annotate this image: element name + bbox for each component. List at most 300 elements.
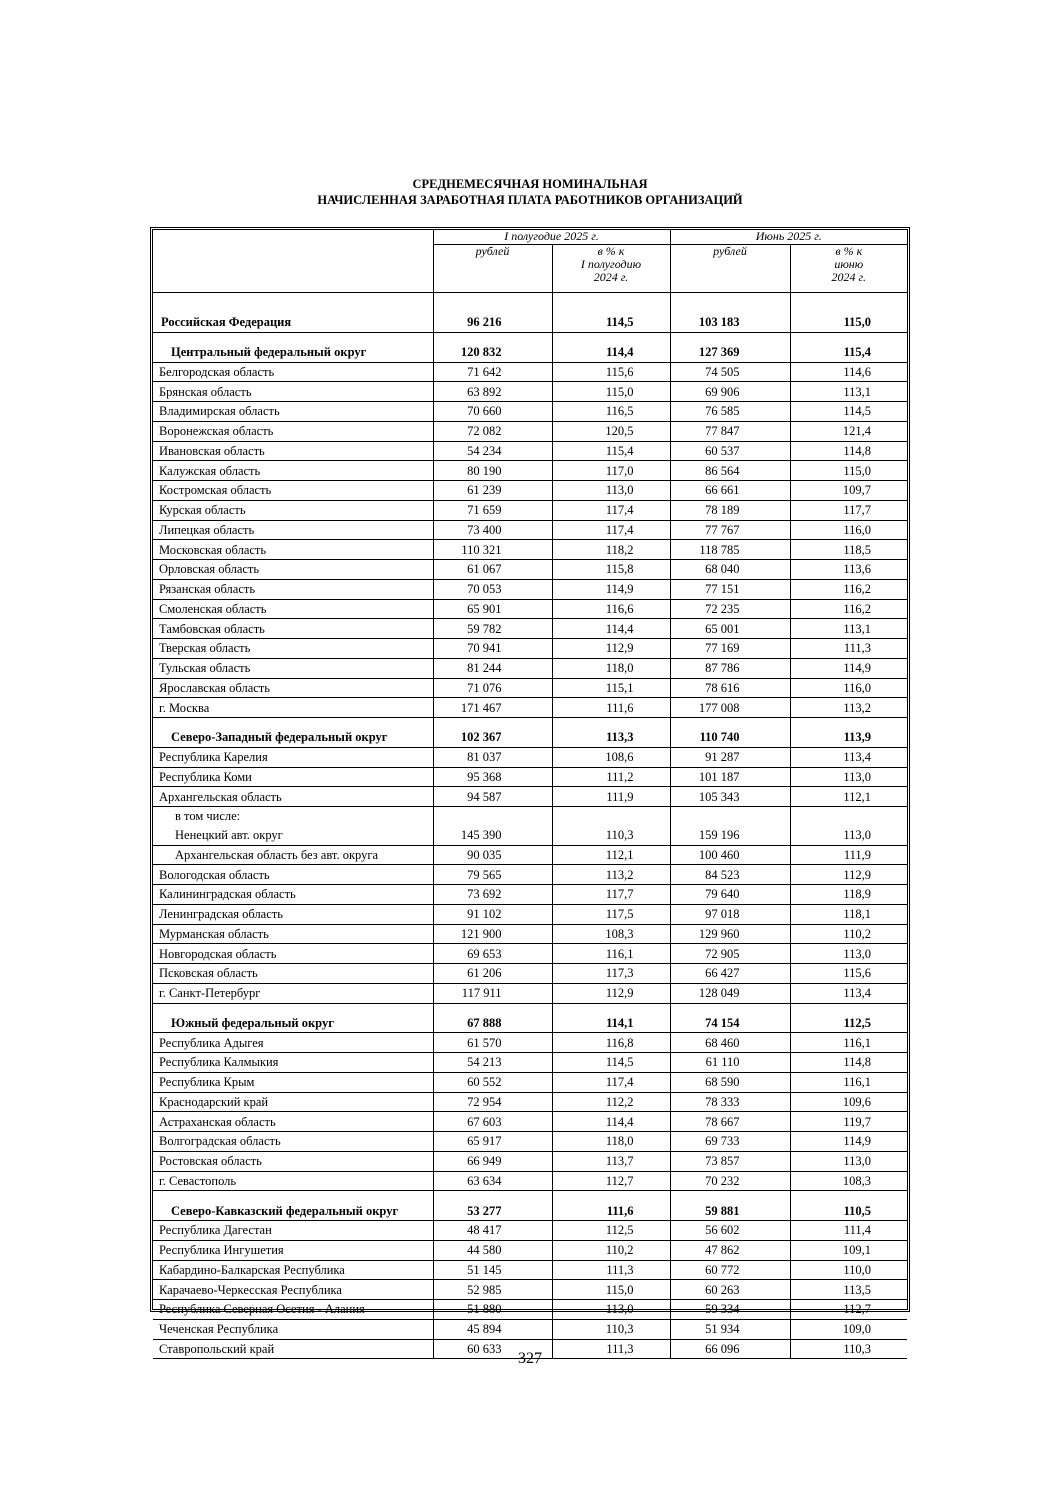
region-name-cell: Ненецкий авт. округ	[153, 826, 433, 845]
spacer-cell	[670, 718, 790, 729]
percent-h1-cell: 112,9	[552, 639, 670, 659]
percent-june-cell: 113,0	[790, 1151, 907, 1171]
percent-h1-cell: 118,2	[552, 540, 670, 560]
region-name-cell: Республика Калмыкия	[153, 1053, 433, 1073]
table-row	[153, 807, 907, 826]
percent-h1-cell: 117,3	[552, 964, 670, 984]
region-name-cell: Владимирская область	[153, 402, 433, 422]
rubles-h1-cell: 54 213	[433, 1053, 552, 1073]
header-percent-2	[790, 245, 907, 293]
region-name-cell: Вологодская область	[153, 865, 433, 885]
rubles-h1-cell: 171 467	[433, 698, 552, 718]
header-group-h1-2025: I полугодие 2025 г.	[433, 230, 670, 245]
percent-june-cell: 113,9	[790, 728, 907, 747]
rubles-june-cell: 78 667	[670, 1112, 790, 1132]
rubles-h1-cell: 51 145	[433, 1260, 552, 1280]
spacer-cell	[552, 1191, 670, 1202]
spacer-cell	[153, 293, 433, 314]
rubles-june-cell: 73 857	[670, 1151, 790, 1171]
percent-h1-cell: 112,5	[552, 1221, 670, 1241]
table-row	[153, 787, 907, 807]
percent-june-cell: 113,0	[790, 944, 907, 964]
rubles-june-cell: 110 740	[670, 728, 790, 747]
rubles-h1-cell: 71 659	[433, 500, 552, 520]
rubles-june-cell: 60 263	[670, 1280, 790, 1300]
table-row	[153, 1260, 907, 1280]
header-percent-1-line1: в % к	[597, 244, 625, 258]
region-name-cell: Чеченская Республика	[153, 1319, 433, 1339]
percent-june-cell: 109,0	[790, 1319, 907, 1339]
table-row	[153, 865, 907, 885]
percent-june-cell: 114,8	[790, 441, 907, 461]
rubles-june-cell: 76 585	[670, 402, 790, 422]
rubles-h1-cell: 70 053	[433, 579, 552, 599]
region-name-cell: Южный федеральный округ	[153, 1014, 433, 1033]
percent-june-cell: 117,7	[790, 500, 907, 520]
percent-h1-cell: 113,0	[552, 481, 670, 501]
percent-june-cell: 112,1	[790, 787, 907, 807]
rubles-h1-cell: 48 417	[433, 1221, 552, 1241]
header-group-june-2025: Июнь 2025 г.	[670, 230, 907, 245]
percent-h1-cell: 115,0	[552, 382, 670, 402]
percent-h1-cell: 117,7	[552, 885, 670, 905]
region-name-cell: Тамбовская область	[153, 619, 433, 639]
rubles-june-cell: 129 960	[670, 924, 790, 944]
percent-h1-cell: 120,5	[552, 421, 670, 441]
rubles-h1-cell: 54 234	[433, 441, 552, 461]
table-row	[153, 1319, 907, 1339]
rubles-h1-cell: 45 894	[433, 1319, 552, 1339]
header-rubles-1: рублей	[433, 245, 552, 293]
percent-june-cell: 113,4	[790, 983, 907, 1003]
title-line-1: СРЕДНЕМЕСЯЧНАЯ НОМИНАЛЬНАЯ	[412, 177, 648, 191]
spacer-cell	[433, 293, 552, 314]
rubles-h1-cell: 61 206	[433, 964, 552, 984]
percent-h1-cell: 113,2	[552, 865, 670, 885]
percent-h1-cell: 113,0	[552, 1300, 670, 1320]
rubles-june-cell: 56 602	[670, 1221, 790, 1241]
table-row	[153, 619, 907, 639]
percent-june-cell: 109,1	[790, 1240, 907, 1260]
rubles-h1-cell: 69 653	[433, 944, 552, 964]
region-name-cell: Тульская область	[153, 658, 433, 678]
region-name-cell: Республика Крым	[153, 1072, 433, 1092]
rubles-june-cell: 100 460	[670, 845, 790, 865]
table-row	[153, 845, 907, 865]
table-row	[153, 944, 907, 964]
table-row	[153, 1092, 907, 1112]
rubles-june-cell: 91 287	[670, 747, 790, 767]
region-name-cell: Республика Дагестан	[153, 1221, 433, 1241]
spacer-row	[153, 293, 907, 314]
region-name-cell: Северо-Кавказский федеральный округ	[153, 1201, 433, 1220]
rubles-june-cell: 78 616	[670, 678, 790, 698]
rubles-june-cell: 61 110	[670, 1053, 790, 1073]
table-row	[153, 1151, 907, 1171]
table-row	[153, 441, 907, 461]
rubles-june-cell: 105 343	[670, 787, 790, 807]
table-row	[153, 904, 907, 924]
percent-june-cell: 113,2	[790, 698, 907, 718]
table-row	[153, 382, 907, 402]
rubles-june-cell: 68 040	[670, 560, 790, 580]
region-name-cell: Республика Северная Осетия - Алания	[153, 1300, 433, 1320]
percent-june-cell: 116,1	[790, 1033, 907, 1053]
spacer-cell	[552, 718, 670, 729]
region-name-cell: Ставропольский край	[153, 1339, 433, 1359]
rubles-june-cell: 65 001	[670, 619, 790, 639]
table-row	[153, 481, 907, 501]
header-percent-2-line2: июню	[834, 257, 864, 271]
percent-june-cell: 119,7	[790, 1112, 907, 1132]
rubles-june-cell	[670, 807, 790, 826]
percent-june-cell: 114,6	[790, 362, 907, 382]
spacer-cell	[433, 718, 552, 729]
region-name-cell: в том числе:	[175, 809, 241, 824]
percent-h1-cell: 115,1	[552, 678, 670, 698]
spacer-cell	[670, 1191, 790, 1202]
rubles-june-cell: 70 232	[670, 1171, 790, 1191]
rubles-june-cell: 69 733	[670, 1132, 790, 1152]
rubles-h1-cell: 73 692	[433, 885, 552, 905]
rubles-h1-cell: 91 102	[433, 904, 552, 924]
rubles-june-cell: 97 018	[670, 904, 790, 924]
table-row	[153, 520, 907, 540]
header-percent-1-line2: I полугодию	[580, 257, 642, 271]
percent-june-cell: 114,5	[790, 402, 907, 422]
percent-june-cell: 108,3	[790, 1171, 907, 1191]
rubles-june-cell: 74 154	[670, 1014, 790, 1033]
rubles-june-cell: 78 189	[670, 500, 790, 520]
rubles-june-cell: 78 333	[670, 1092, 790, 1112]
table-row	[153, 1280, 907, 1300]
percent-h1-cell: 112,1	[552, 845, 670, 865]
rubles-june-cell: 159 196	[670, 826, 790, 845]
rubles-june-cell: 128 049	[670, 983, 790, 1003]
percent-h1-cell: 111,6	[552, 698, 670, 718]
rubles-june-cell: 177 008	[670, 698, 790, 718]
spacer-cell	[552, 1003, 670, 1014]
percent-june-cell: 109,7	[790, 481, 907, 501]
rubles-june-cell: 72 905	[670, 944, 790, 964]
spacer-row	[153, 718, 907, 729]
table-row	[153, 313, 907, 332]
percent-june-cell: 111,3	[790, 639, 907, 659]
percent-june-cell: 114,9	[790, 658, 907, 678]
percent-june-cell: 113,5	[790, 1280, 907, 1300]
region-name-cell: Ярославская область	[153, 678, 433, 698]
region-name-cell: Центральный федеральный округ	[153, 343, 433, 362]
percent-june-cell: 115,0	[790, 313, 907, 332]
header-row-groups	[153, 230, 907, 245]
table-row	[153, 362, 907, 382]
rubles-june-cell: 118 785	[670, 540, 790, 560]
region-name-cell: Архангельская область	[153, 787, 433, 807]
rubles-june-cell: 68 460	[670, 1033, 790, 1053]
region-name-cell: Белгородская область	[153, 362, 433, 382]
region-name-cell: Московская область	[153, 540, 433, 560]
rubles-h1-cell: 67 603	[433, 1112, 552, 1132]
table-row	[153, 747, 907, 767]
percent-june-cell: 116,2	[790, 599, 907, 619]
region-name-cell: Карачаево-Черкесская Республика	[153, 1280, 433, 1300]
percent-june-cell: 114,8	[790, 1053, 907, 1073]
table-row	[153, 1300, 907, 1320]
percent-h1-cell: 111,6	[552, 1201, 670, 1220]
salary-table-frame	[150, 227, 910, 1356]
percent-h1-cell: 114,5	[552, 313, 670, 332]
spacer-cell	[433, 1191, 552, 1202]
region-name-cell: Российская Федерация	[153, 313, 433, 332]
title-line-2: НАЧИСЛЕННАЯ ЗАРАБОТНАЯ ПЛАТА РАБОТНИКОВ ОРГАНИЗАЦИЙ	[317, 193, 743, 207]
percent-june-cell: 109,6	[790, 1092, 907, 1112]
rubles-h1-cell: 79 565	[433, 865, 552, 885]
table-row	[153, 728, 907, 747]
percent-june-cell: 118,1	[790, 904, 907, 924]
spacer-cell	[670, 332, 790, 343]
percent-june-cell: 121,4	[790, 421, 907, 441]
table-row	[153, 1112, 907, 1132]
rubles-june-cell: 72 235	[670, 599, 790, 619]
table-row	[153, 826, 907, 845]
spacer-cell	[153, 1003, 433, 1014]
percent-h1-cell: 116,1	[552, 944, 670, 964]
percent-h1-cell: 117,5	[552, 904, 670, 924]
rubles-h1-cell: 63 892	[433, 382, 552, 402]
percent-h1-cell: 111,3	[552, 1260, 670, 1280]
percent-h1-cell: 111,3	[552, 1339, 670, 1359]
spacer-cell	[433, 332, 552, 343]
region-name-cell: Тверская область	[153, 639, 433, 659]
spacer-cell	[552, 332, 670, 343]
rubles-h1-cell: 95 368	[433, 767, 552, 787]
salary-table	[153, 230, 907, 1359]
region-name-cell: Мурманская область	[153, 924, 433, 944]
page-number: 327	[518, 1350, 542, 1367]
rubles-h1-cell: 71 076	[433, 678, 552, 698]
percent-june-cell: 113,0	[790, 826, 907, 845]
table-row	[153, 678, 907, 698]
percent-h1-cell: 115,4	[552, 441, 670, 461]
table-row	[153, 540, 907, 560]
rubles-h1-cell: 81 244	[433, 658, 552, 678]
percent-june-cell	[790, 807, 907, 826]
region-name-cell: г. Москва	[153, 698, 433, 718]
rubles-june-cell: 59 334	[670, 1300, 790, 1320]
rubles-june-cell: 60 537	[670, 441, 790, 461]
region-name-cell: Курская область	[153, 500, 433, 520]
document-title	[0, 176, 1060, 208]
percent-june-cell: 114,9	[790, 1132, 907, 1152]
rubles-june-cell: 69 906	[670, 382, 790, 402]
percent-h1-cell: 117,4	[552, 500, 670, 520]
percent-june-cell: 115,0	[790, 461, 907, 481]
percent-june-cell: 116,0	[790, 520, 907, 540]
percent-h1-cell: 115,8	[552, 560, 670, 580]
rubles-june-cell: 74 505	[670, 362, 790, 382]
rubles-h1-cell: 66 949	[433, 1151, 552, 1171]
rubles-june-cell: 77 151	[670, 579, 790, 599]
percent-h1-cell: 113,7	[552, 1151, 670, 1171]
rubles-h1-cell: 65 901	[433, 599, 552, 619]
percent-h1-cell	[552, 807, 670, 826]
region-name-cell: Костромская область	[153, 481, 433, 501]
region-name-cell: Республика Ингушетия	[153, 1240, 433, 1260]
rubles-h1-cell: 70 941	[433, 639, 552, 659]
rubles-june-cell: 51 934	[670, 1319, 790, 1339]
percent-h1-cell: 114,9	[552, 579, 670, 599]
region-name-cell: Липецкая область	[153, 520, 433, 540]
rubles-h1-cell: 70 660	[433, 402, 552, 422]
rubles-h1-cell: 120 832	[433, 343, 552, 362]
header-percent-1	[552, 245, 670, 293]
table-body	[153, 293, 907, 1359]
percent-june-cell: 112,5	[790, 1014, 907, 1033]
percent-june-cell: 116,1	[790, 1072, 907, 1092]
table-row	[153, 1033, 907, 1053]
table-row	[153, 924, 907, 944]
rubles-june-cell: 77 169	[670, 639, 790, 659]
rubles-h1-cell: 71 642	[433, 362, 552, 382]
table-row	[153, 421, 907, 441]
header-rubles-2: рублей	[670, 245, 790, 293]
region-name-cell: Ростовская область	[153, 1151, 433, 1171]
region-name-cell: Смоленская область	[153, 599, 433, 619]
table-row	[153, 983, 907, 1003]
rubles-h1-cell: 61 067	[433, 560, 552, 580]
rubles-june-cell: 127 369	[670, 343, 790, 362]
rubles-june-cell: 101 187	[670, 767, 790, 787]
spacer-cell	[790, 293, 907, 314]
percent-june-cell: 111,4	[790, 1221, 907, 1241]
rubles-h1-cell: 44 580	[433, 1240, 552, 1260]
region-name-cell: Орловская область	[153, 560, 433, 580]
percent-h1-cell: 116,5	[552, 402, 670, 422]
table-row	[153, 1072, 907, 1092]
percent-h1-cell: 110,3	[552, 826, 670, 845]
spacer-cell	[433, 1003, 552, 1014]
spacer-cell	[790, 1191, 907, 1202]
rubles-h1-cell: 145 390	[433, 826, 552, 845]
region-name-cell: Рязанская область	[153, 579, 433, 599]
region-name-cell: Северо-Западный федеральный округ	[153, 728, 433, 747]
percent-june-cell: 115,4	[790, 343, 907, 362]
table-row	[153, 1240, 907, 1260]
rubles-h1-cell: 59 782	[433, 619, 552, 639]
spacer-cell	[153, 1191, 433, 1202]
region-name-cell: Ивановская область	[153, 441, 433, 461]
spacer-row	[153, 332, 907, 343]
table-row	[153, 579, 907, 599]
table-row	[153, 1014, 907, 1033]
percent-h1-cell: 110,3	[552, 1319, 670, 1339]
rubles-h1-cell: 52 985	[433, 1280, 552, 1300]
percent-june-cell: 110,0	[790, 1260, 907, 1280]
region-name-cell: Псковская область	[153, 964, 433, 984]
percent-june-cell: 118,5	[790, 540, 907, 560]
spacer-cell	[153, 332, 433, 343]
rubles-h1-cell: 61 239	[433, 481, 552, 501]
region-name-cell: Краснодарский край	[153, 1092, 433, 1112]
percent-june-cell: 113,1	[790, 382, 907, 402]
rubles-june-cell: 47 862	[670, 1240, 790, 1260]
table-row	[153, 343, 907, 362]
percent-june-cell: 110,5	[790, 1201, 907, 1220]
percent-h1-cell: 114,1	[552, 1014, 670, 1033]
rubles-h1-cell: 110 321	[433, 540, 552, 560]
percent-h1-cell: 114,5	[552, 1053, 670, 1073]
percent-h1-cell: 111,9	[552, 787, 670, 807]
percent-h1-cell: 113,3	[552, 728, 670, 747]
rubles-h1-cell: 67 888	[433, 1014, 552, 1033]
percent-june-cell: 110,2	[790, 924, 907, 944]
rubles-h1-cell: 94 587	[433, 787, 552, 807]
percent-h1-cell: 118,0	[552, 658, 670, 678]
percent-h1-cell: 112,9	[552, 983, 670, 1003]
rubles-june-cell: 66 661	[670, 481, 790, 501]
percent-h1-cell: 116,6	[552, 599, 670, 619]
table-row	[153, 402, 907, 422]
percent-h1-cell: 114,4	[552, 619, 670, 639]
table-row	[153, 658, 907, 678]
header-percent-2-line3: 2024 г.	[831, 270, 867, 284]
table-row	[153, 599, 907, 619]
region-name-cell: Калужская область	[153, 461, 433, 481]
percent-h1-cell: 117,0	[552, 461, 670, 481]
percent-h1-cell: 112,2	[552, 1092, 670, 1112]
table-row	[153, 560, 907, 580]
percent-h1-cell: 114,4	[552, 343, 670, 362]
rubles-h1-cell: 65 917	[433, 1132, 552, 1152]
rubles-june-cell: 79 640	[670, 885, 790, 905]
table-row	[153, 639, 907, 659]
rubles-h1-cell: 102 367	[433, 728, 552, 747]
table-row	[153, 767, 907, 787]
percent-h1-cell: 108,3	[552, 924, 670, 944]
percent-h1-cell: 112,7	[552, 1171, 670, 1191]
percent-h1-cell: 117,4	[552, 520, 670, 540]
percent-june-cell: 113,0	[790, 767, 907, 787]
rubles-h1-cell: 53 277	[433, 1201, 552, 1220]
rubles-h1-cell: 60 633	[433, 1339, 552, 1359]
spacer-row	[153, 1191, 907, 1202]
spacer-cell	[670, 293, 790, 314]
spacer-cell	[552, 293, 670, 314]
region-name-cell: Республика Адыгея	[153, 1033, 433, 1053]
region-name-cell: Воронежская область	[153, 421, 433, 441]
rubles-h1-cell: 60 552	[433, 1072, 552, 1092]
percent-h1-cell: 108,6	[552, 747, 670, 767]
percent-june-cell: 113,1	[790, 619, 907, 639]
table-row	[153, 1221, 907, 1241]
region-name-cell: Волгоградская область	[153, 1132, 433, 1152]
percent-june-cell: 112,7	[790, 1300, 907, 1320]
spacer-row	[153, 1003, 907, 1014]
rubles-h1-cell: 96 216	[433, 313, 552, 332]
region-name-cell: Архангельская область без авт. округа	[153, 845, 433, 865]
rubles-h1-cell: 80 190	[433, 461, 552, 481]
table-row	[153, 1132, 907, 1152]
percent-june-cell: 116,0	[790, 678, 907, 698]
table-row	[153, 964, 907, 984]
percent-h1-cell: 116,8	[552, 1033, 670, 1053]
percent-h1-cell: 110,2	[552, 1240, 670, 1260]
rubles-h1-cell: 73 400	[433, 520, 552, 540]
spacer-cell	[790, 718, 907, 729]
percent-june-cell: 112,9	[790, 865, 907, 885]
rubles-h1-cell: 63 634	[433, 1171, 552, 1191]
rubles-h1-cell: 72 954	[433, 1092, 552, 1112]
